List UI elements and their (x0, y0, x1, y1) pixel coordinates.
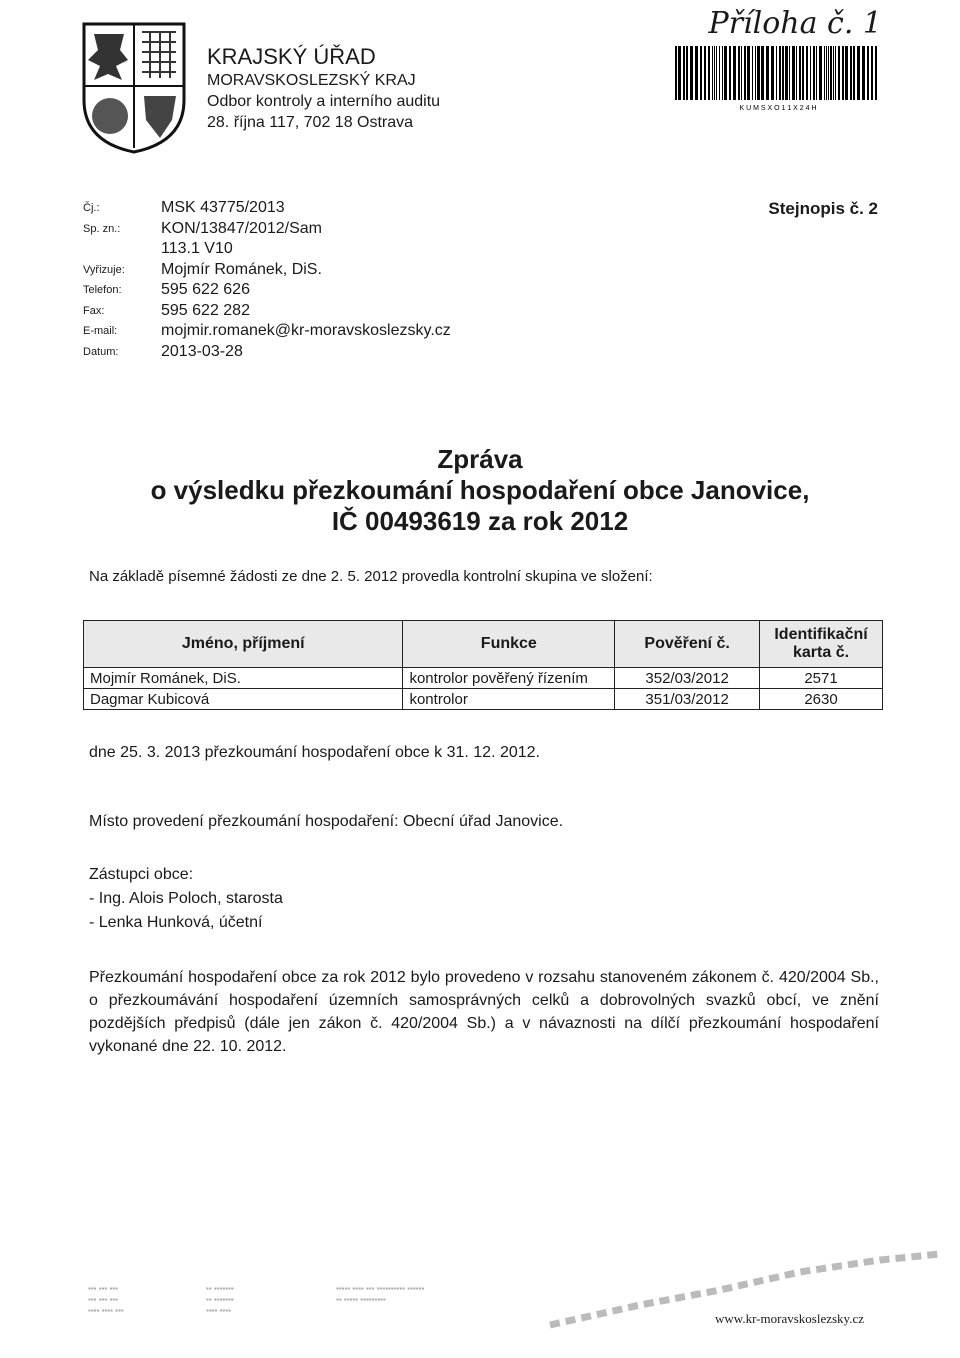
barcode-bar (828, 46, 829, 100)
barcode-bar (845, 46, 848, 100)
meta-label: Vyřizuje: (83, 263, 125, 276)
meta-row-vyrizuje (83, 260, 451, 281)
meta-label: Sp. zn.: (83, 222, 121, 235)
date-line: dne 25. 3. 2013 přezkoumání hospodaření obce k 31. 12. 2012. (89, 744, 540, 761)
barcode-bar (853, 46, 855, 100)
cell-id-card: 2630 (760, 689, 883, 710)
cell-name: Dagmar Kubicová (84, 689, 403, 710)
table-row (84, 668, 883, 689)
barcode-bar (752, 46, 753, 100)
barcode-bar (806, 46, 808, 100)
barcode-bar (761, 46, 764, 100)
copy-number: Stejnopis č. 2 (768, 199, 878, 218)
representatives-heading: Zástupci obce: (89, 866, 194, 883)
barcode (673, 44, 883, 114)
meta-row-spzn (83, 219, 451, 240)
office-name: KRAJSKÝ ÚŘAD (207, 44, 376, 69)
website-footer: www.kr-moravskoslezsky.cz (715, 1311, 864, 1326)
department-name: Odbor kontroly a interního auditu (207, 93, 441, 110)
meta-label: Telefon: (83, 284, 122, 297)
barcode-bar (867, 46, 869, 100)
barcode-bar (719, 46, 720, 100)
reference-block (83, 198, 451, 362)
meta-row-telefon (83, 280, 451, 301)
barcode-bar (819, 46, 822, 100)
meta-label: Čj.: (83, 202, 100, 215)
barcode-bar (813, 46, 815, 100)
cell-function: kontrolor pověřený řízením (403, 668, 615, 689)
table-header-row (84, 621, 883, 668)
representative-2: - Lenka Hunková, účetní (89, 914, 263, 931)
barcode-bar (782, 46, 784, 100)
barcode-bar (833, 46, 834, 100)
barcode-bar (810, 46, 811, 100)
barcode-bar (862, 46, 865, 100)
header-name: Jméno, příjmení (84, 621, 403, 668)
barcode-bar (738, 46, 740, 100)
barcode-bar (802, 46, 804, 100)
intro-text: Na základě písemné žádosti ze dne 2. 5. 2012 provedla kontrolní skupina ve složení: (89, 568, 653, 585)
barcode-bar (690, 46, 693, 100)
meta-value: mojmir.romanek@kr-moravskoslezsky.cz (161, 322, 451, 340)
title-line-3: IČ 00493619 za rok 2012 (331, 506, 629, 536)
meta-row-email (83, 321, 451, 342)
barcode-bar (686, 46, 688, 100)
meta-value: 595 622 282 (161, 301, 250, 319)
barcode-bar (741, 46, 742, 100)
barcode-bar (857, 46, 860, 100)
meta-value: 2013-03-28 (161, 342, 243, 360)
meta-row-fax (83, 301, 451, 322)
barcode-text: K U M S X O 1 1 X 2 4 H (739, 105, 817, 112)
barcode-bar (755, 46, 756, 100)
barcode-bar (799, 46, 801, 100)
meta-value: 595 622 626 (161, 281, 250, 299)
barcode-bar (835, 46, 836, 100)
barcode-bar (830, 46, 832, 100)
meta-row-spzn-2 (83, 239, 451, 260)
meta-label: Datum: (83, 345, 119, 358)
title-line-1: Zpráva (437, 444, 523, 474)
barcode-bar (714, 46, 715, 100)
footer-bank-faint: ▪▪▪▪▪ ▪▪▪▪ ▪▪▪ ▪▪▪▪▪▪▪▪▪▪ ▪▪▪▪▪▪ ▪▪ ▪▪▪▪▪ ▪▪▪▪▪▪▪▪▪ (336, 1284, 425, 1304)
meta-value: MSK 43775/2013 (161, 199, 285, 217)
body-paragraph: Přezkoumání hospodaření obce za rok 2012 bylo provedeno v rozsahu stanoveném zákonem č. 420/2004 Sb., o přezkoumávání hospodaření územních samosprávných celků a dobrovolných svazků obcí, ve znění pozdějších předpisů (dále jen zákon č. 420/2004 Sb.) a v návaznosti na dílčí přezkoumání hospodaření vykonané dne 22. 10. 2012. (89, 969, 879, 1055)
office-address: 28. října 117, 702 18 Ostrava (207, 114, 414, 131)
barcode-bar (842, 46, 844, 100)
meta-value: KON/13847/2012/Sam (161, 219, 322, 237)
title-line-2: o výsledku přezkoumání hospodaření obce Janovice, (150, 475, 810, 505)
barcode-bar (796, 46, 797, 100)
header-authorization: Pověření č. (615, 621, 760, 668)
inspection-team-table (83, 620, 883, 710)
barcode-bar (824, 46, 825, 100)
footer-contact-faint: ▪▪▪ ▪▪▪ ▪▪▪ ▪▪▪ ▪▪▪ ▪▪▪ ▪▪▪▪ ▪▪▪▪ ▪▪▪ (88, 1284, 124, 1315)
barcode-bar (766, 46, 769, 100)
office-header (207, 44, 440, 133)
region-name: MORAVSKOSLEZSKÝ KRAJ (207, 72, 416, 89)
barcode-bar (789, 46, 790, 100)
meta-value: Mojmír Románek, DiS. (161, 260, 322, 278)
barcode-bar (757, 46, 760, 100)
barcode-bar (850, 46, 852, 100)
footer-ids-faint: ▪▪ ▪▪▪▪▪▪▪ ▪▪ ▪▪▪▪▪▪▪ ▪▪▪▪ ▪▪▪▪ (206, 1284, 234, 1315)
barcode-bar (704, 46, 706, 100)
barcode-bar (785, 46, 788, 100)
header-function: Funkce (403, 621, 615, 668)
barcode-bar (678, 46, 681, 100)
cell-authorization: 352/03/2012 (615, 668, 760, 689)
barcode-bar (779, 46, 781, 100)
cell-name: Mojmír Románek, DiS. (84, 668, 403, 689)
meta-row-datum (83, 342, 451, 363)
meta-label: Fax: (83, 304, 105, 317)
handwritten-annex-note: Příloha č. 1 (708, 6, 882, 41)
barcode-bar (776, 46, 777, 100)
cell-authorization: 351/03/2012 (615, 689, 760, 710)
document-title (0, 444, 960, 537)
barcode-bar (675, 46, 677, 100)
barcode-bar (747, 46, 750, 100)
barcode-bar (716, 46, 717, 100)
cell-function: kontrolor (403, 689, 615, 710)
barcode-bar (744, 46, 746, 100)
barcode-bar (792, 46, 795, 100)
barcode-bar (826, 46, 827, 100)
coat-of-arms-logo (80, 20, 188, 156)
meta-value: 113.1 V10 (161, 240, 233, 258)
barcode-bar (871, 46, 873, 100)
barcode-bar (724, 46, 727, 100)
barcode-bar (683, 46, 685, 100)
meta-label: E-mail: (83, 325, 118, 338)
barcode-bar (712, 46, 713, 100)
barcode-bar (875, 46, 877, 100)
barcode-bar (733, 46, 736, 100)
barcode-bar (838, 46, 840, 100)
barcode-bar (700, 46, 702, 100)
barcode-bar (695, 46, 698, 100)
barcode-bar (722, 46, 723, 100)
table-row (84, 689, 883, 710)
meta-row-cj (83, 198, 451, 219)
barcode-bar (816, 46, 817, 100)
barcode-bar (771, 46, 774, 100)
place-line: Místo provedení přezkoumání hospodaření: Obecní úřad Janovice. (89, 813, 564, 830)
cell-id-card: 2571 (760, 668, 883, 689)
barcode-bar (708, 46, 710, 100)
header-id-card: Identifikační karta č. (760, 621, 883, 668)
representative-1: - Ing. Alois Poloch, starosta (89, 890, 283, 907)
barcode-bar (729, 46, 731, 100)
